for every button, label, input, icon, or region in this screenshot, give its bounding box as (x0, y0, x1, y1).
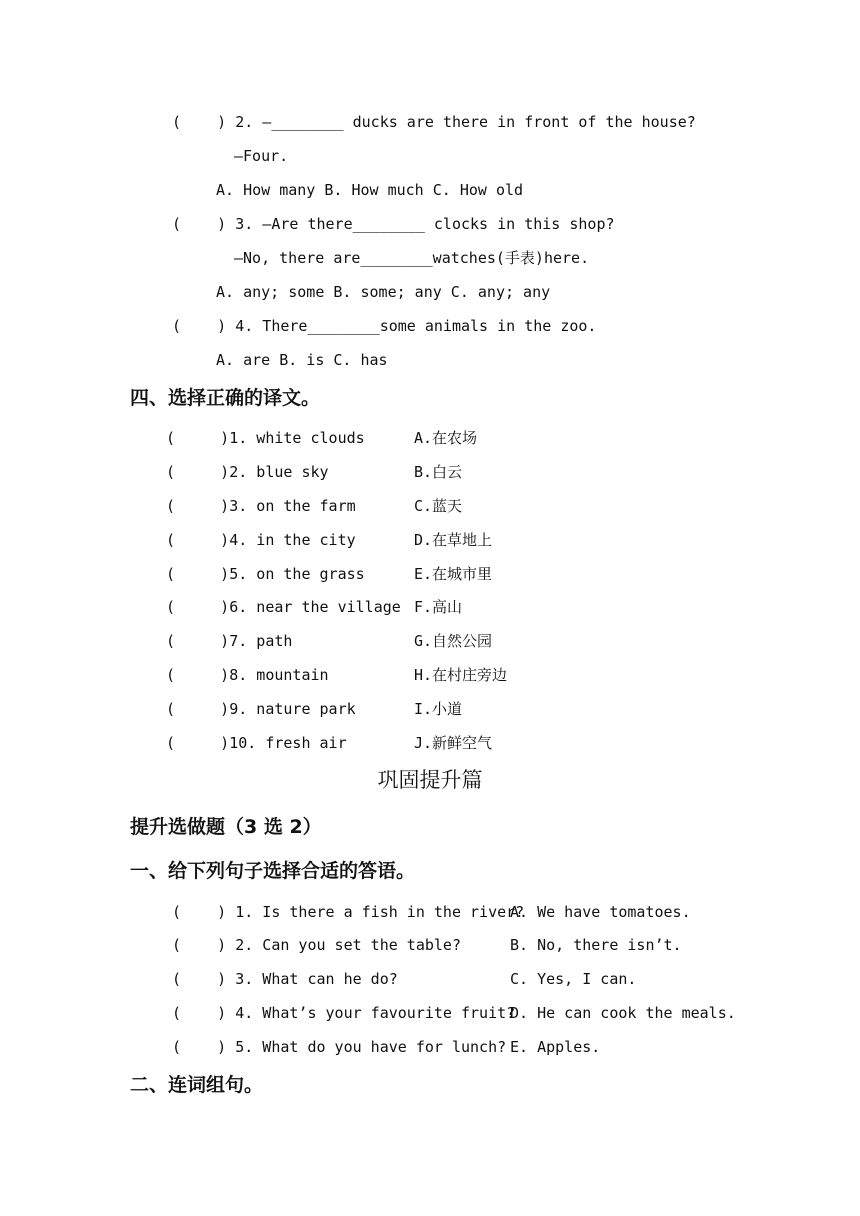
list-item: ( )5. on the grass (166, 565, 365, 583)
list-item: ( )7. path (166, 632, 293, 650)
question-3-4-line1: ( ) 4. There________some animals in the zoo. (172, 317, 597, 335)
question-3-3-options: A. any; some B. some; any C. any; any (216, 283, 551, 301)
table-row-answer: D. He can cook the meals. (510, 1004, 736, 1022)
list-item-answer: J.新鲜空气 (414, 734, 493, 752)
table-row: ( ) 5. What do you have for lunch? (172, 1038, 507, 1056)
table-row: ( ) 1. Is there a fish in the river? (172, 903, 525, 921)
question-3-2-options: A. How many B. How much C. How old (216, 181, 524, 199)
list-item-answer: B.白云 (414, 463, 463, 481)
table-row-answer: A. We have tomatoes. (510, 903, 691, 921)
table-row: ( ) 3. What can he do? (172, 970, 398, 988)
list-item-answer: F.高山 (414, 598, 463, 616)
list-item: ( )1. white clouds (166, 429, 365, 447)
part1-heading: 一、给下列句子选择合适的答语。 (130, 860, 416, 882)
list-item-answer: G.自然公园 (414, 632, 493, 650)
list-item: ( )3. on the farm (166, 497, 356, 515)
section-title: 巩固提升篇 (377, 768, 483, 792)
table-row-answer: E. Apples. (510, 1038, 601, 1056)
table-row: ( ) 2. Can you set the table? (172, 936, 461, 954)
list-item-answer: A.在农场 (414, 429, 478, 447)
question-3-3-line2: —No, there are________watches(手表)here. (234, 249, 590, 267)
question-3-4-options: A. are B. is C. has (216, 351, 388, 369)
subtitle: 提升选做题（3 选 2） (130, 816, 322, 838)
list-item: ( )6. near the village (166, 598, 401, 616)
list-item-answer: H.在村庄旁边 (414, 666, 508, 684)
list-item: ( )8. mountain (166, 666, 329, 684)
question-3-3-line1: ( ) 3. —Are there________ clocks in this shop? (172, 215, 615, 233)
list-item-answer: C.蓝天 (414, 497, 463, 515)
part4-heading: 四、选择正确的译文。 (130, 387, 321, 409)
list-item: ( )4. in the city (166, 531, 356, 549)
list-item-answer: D.在草地上 (414, 531, 493, 549)
list-item: ( )10. fresh air (166, 734, 347, 752)
table-row: ( ) 4. What’s your favourite fruit? (172, 1004, 516, 1022)
list-item: ( )9. nature park (166, 700, 356, 718)
part2-heading: 二、连词组句。 (130, 1074, 264, 1096)
table-row-answer: B. No, there isn’t. (510, 936, 682, 954)
list-item-answer: E.在城市里 (414, 565, 493, 583)
list-item: ( )2. blue sky (166, 463, 329, 481)
question-3-2-line1: ( ) 2. —________ ducks are there in front of the house? (172, 113, 696, 131)
question-3-2-line2: —Four. (234, 147, 289, 165)
table-row-answer: C. Yes, I can. (510, 970, 637, 988)
list-item-answer: I.小道 (414, 700, 463, 718)
